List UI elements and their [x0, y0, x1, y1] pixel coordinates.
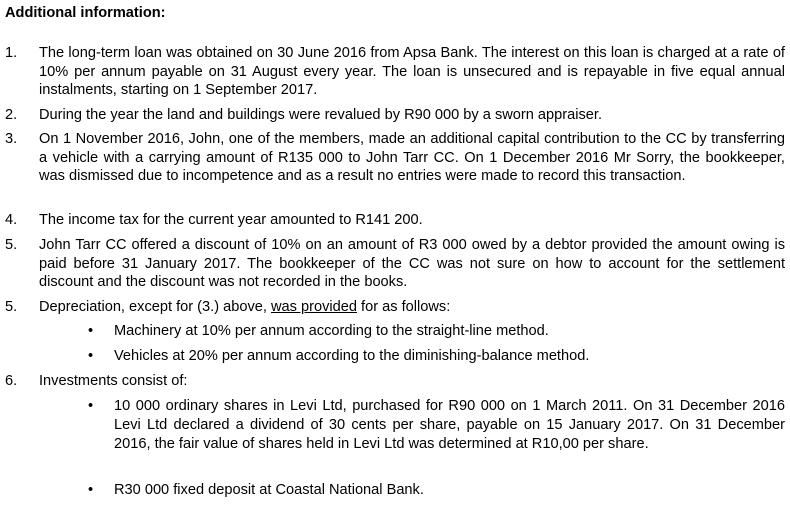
item-number: 1. [5, 45, 18, 61]
bullet-item [5, 322, 785, 341]
item-number: 5. [5, 237, 18, 253]
bullet-icon: • [88, 348, 94, 364]
list-item [5, 372, 785, 391]
item-number: 3. [5, 131, 18, 147]
bullet-text: R30 000 fixed deposit at Coastal National Bank. [114, 482, 424, 498]
bullet-icon: • [88, 398, 94, 414]
list-item [5, 44, 785, 100]
bullet-icon: • [88, 323, 94, 339]
list-item [5, 211, 785, 230]
underlined-phrase: was provided [271, 299, 357, 315]
item-text: The long-term loan was obtained on 30 June 2016 from Apsa Bank. The interest on this loan is charged at a rate of 10% per annum payable on 31 August every year. The loan is unsecured and is repayable in five equal annual instalments, starting on 1 September 2017. [39, 45, 785, 99]
bullet-item [5, 481, 785, 500]
item-text: The income tax for the current year amounted to R141 200. [39, 212, 423, 228]
item-text [39, 298, 785, 317]
bullet-item [5, 347, 785, 366]
item-number: 2. [5, 107, 18, 123]
item-number: 6. [5, 373, 18, 389]
list-item [5, 236, 785, 292]
section-heading: Additional information: [5, 5, 166, 21]
item-text-start: Depreciation, except for (3.) above, [39, 299, 271, 315]
bullet-icon: • [88, 482, 94, 498]
bullet-text: Vehicles at 20% per annum according to the diminishing-balance method. [114, 348, 590, 364]
list-item [5, 130, 785, 186]
list-item [5, 298, 785, 317]
bullet-item [5, 397, 785, 454]
item-text: Investments consist of: [39, 373, 188, 389]
list-item [5, 106, 785, 125]
item-number: 5. [5, 299, 18, 315]
item-number: 4. [5, 212, 18, 228]
bullet-text: 10 000 ordinary shares in Levi Ltd, purchased for R90 000 on 1 March 2011. On 31 December 2016 Levi Ltd declared a dividend of 30 cents per share, payable on 15 January 2017. On 31 December 2016, the fair value of shares held in Levi Ltd was determined at R10,00 per share. [114, 398, 785, 452]
item-text-end: for as follows: [357, 299, 451, 315]
bullet-text: Machinery at 10% per annum according to the straight-line method. [114, 323, 549, 339]
item-text: During the year the land and buildings were revalued by R90 000 by a sworn appraiser. [39, 107, 603, 123]
item-text: John Tarr CC offered a discount of 10% on an amount of R3 000 owed by a debtor provided the amount owing is paid before 31 January 2017. The bookkeeper of the CC was not sure on how to account for the settlement discount and the discount was not recorded in the books. [39, 237, 785, 291]
item-text: On 1 November 2016, John, one of the members, made an additional capital contribution to the CC by transferring a vehicle with a carrying amount of R135 000 to John Tarr CC. On 1 December 2016 Mr Sorry, the bookkeeper, was dismissed due to incompetence and as a result no entries were made to record this transaction. [39, 131, 785, 185]
